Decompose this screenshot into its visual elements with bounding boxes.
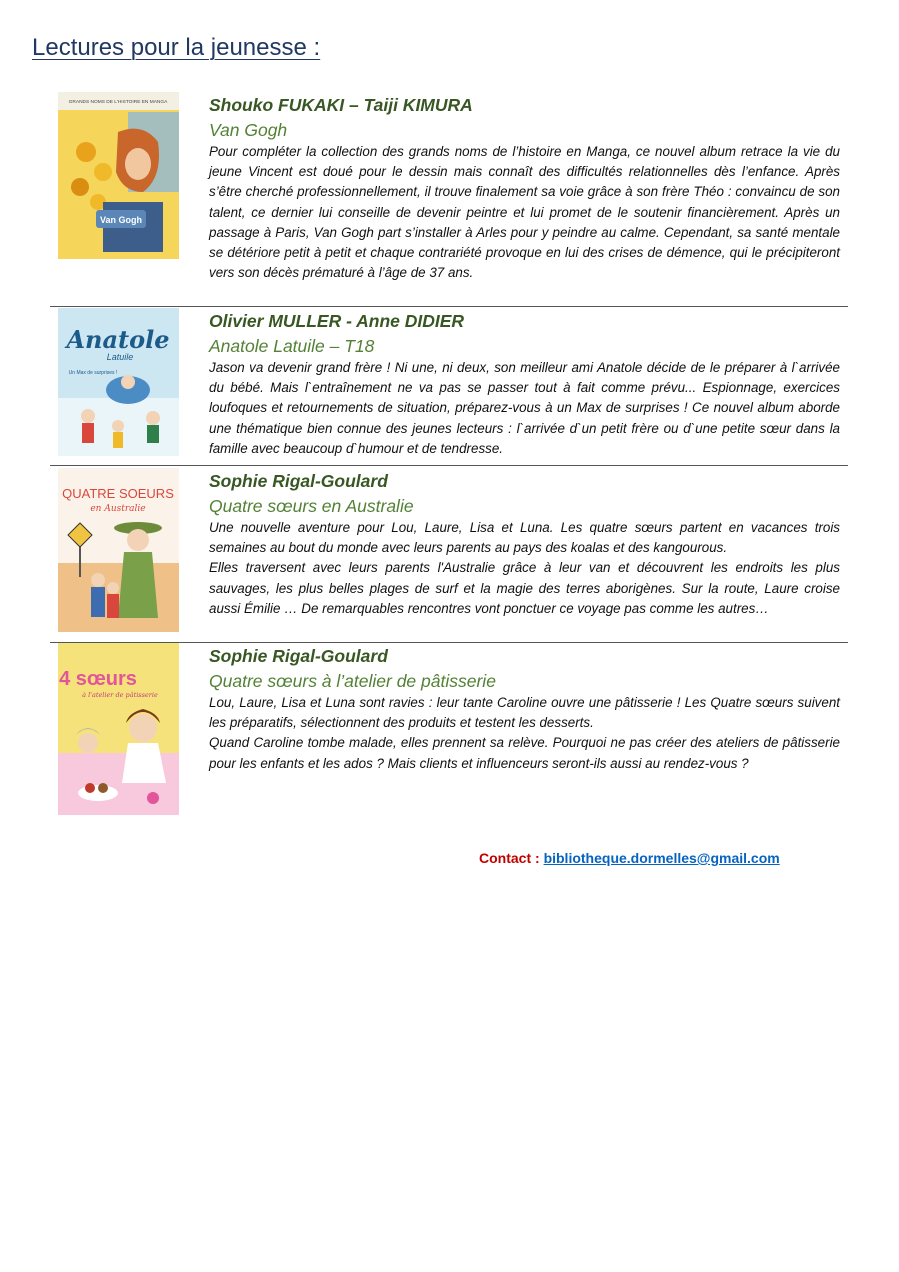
svg-text:en Australie: en Australie (90, 504, 146, 514)
description-paragraph: Jason va devenir grand frère ! Ni une, ni deux, son meilleur ami Anatole décide de le préparer à l`arrivée du bébé. Mais l`entraînement ne va pas se passer tout à fait comme prévu... Espionnage, exercices loufoques et retournements de situation, préparez-vous à un Max de surprises ! Ce nouvel album aborde une thématique bien connue des jeunes lecteurs : l`arrivée d`un petit frère ou d`une petite sœur dans la famille avec beaucoup d`humour et de tendresse. (209, 360, 840, 456)
svg-text:à l'atelier de pâtisserie: à l'atelier de pâtisserie (82, 691, 158, 699)
book-author: Sophie Rigal-Goulard (209, 646, 388, 666)
svg-text:Anatole: Anatole (66, 325, 170, 354)
book-description (209, 142, 840, 283)
contact-label: Contact : (479, 850, 540, 866)
description-paragraph: Une nouvelle aventure pour Lou, Laure, Lisa et Luna. Les quatre sœurs partent en vacances trois semaines au bout du monde avec leurs parents au pays des koalas et des kangourous. (209, 520, 840, 556)
book-cover-quatre-soeurs-patisserie (58, 643, 179, 815)
svg-text:Latuile: Latuile (106, 352, 134, 362)
description-paragraph: Quand Caroline tombe malade, elles prennent sa relève. Pourquoi ne pas créer des ateliers de pâtisserie pour les enfants et les ados ? Mais clients et influenceurs seront-ils aussi au rendez-vous ? (209, 735, 840, 771)
van-gogh-cover-illustration (58, 92, 179, 259)
book-info-quatre-soeurs-australie (209, 468, 840, 619)
book-cover-anatole (58, 308, 179, 456)
anatole-cover-illustration (58, 308, 179, 456)
book-title: Van Gogh (209, 120, 288, 140)
contact-email-link[interactable]: bibliotheque.dormelles@gmail.com (543, 850, 780, 866)
book-entry-van-gogh (50, 88, 848, 307)
svg-text:4 sœurs: 4 sœurs (59, 668, 137, 690)
book-title: Quatre sœurs à l’atelier de pâtisserie (209, 671, 496, 691)
book-entry-quatre-soeurs-patisserie (50, 643, 848, 823)
svg-text:GRANDS NOMS DE L'HISTOIRE EN M: GRANDS NOMS DE L'HISTOIRE EN MANGA (68, 100, 168, 105)
book-description (209, 518, 840, 619)
book-author: Sophie Rigal-Goulard (209, 471, 388, 491)
description-paragraph: Elles traversent avec leurs parents l'Australie grâce à leur van et découvrent les endroits les plus sauvages, les plus belles plages de surf et la magie des terres aborigènes. Sur la route, Laure croise aussi Émilie … De remarquables rencontres vont ponctuer ce voyage pas comme les autres… (209, 560, 840, 616)
book-title: Anatole Latuile – T18 (209, 336, 375, 356)
book-description (209, 693, 840, 774)
svg-text:Un Max de surprises !: Un Max de surprises ! (68, 370, 118, 376)
svg-text:QUATRE SOEURS: QUATRE SOEURS (62, 486, 174, 501)
book-description (209, 358, 840, 459)
book-info-van-gogh (209, 92, 840, 283)
contact-line (479, 850, 780, 866)
quatre-soeurs-australie-cover-illustration (58, 468, 179, 632)
book-entry-anatole (50, 307, 848, 466)
book-info-anatole (209, 308, 840, 459)
description-paragraph: Pour compléter la collection des grands noms de l’histoire en Manga, ce nouvel album retrace la vie du jeune Vincent est doué pour le dessin mais connaît des difficultés relationnelles dès l’enfance. Après s’être cherché professionnellement, il trouve finalement sa voie grâce à son frère Théo : convaincu de son talent, ce dernier lui conseille de devenir peintre et lui promet de le soutenir financièrement. Après un passage à Paris, Van Gogh part s’installer à Arles pour y peindre au calme. Cependant, sa santé mentale se détériore petit à petit et chaque contrariété provoque en lui des crises de démence, qui le précipiteront vers son décès prématuré à l’âge de 37 ans. (209, 144, 840, 281)
book-cover-van-gogh (58, 92, 179, 259)
description-paragraph: Lou, Laure, Lisa et Luna sont ravies : leur tante Caroline ouvre une pâtisserie ! Les Quatre sœurs suivent les préparatifs, sélectionnent des produits et testent les desserts. (209, 695, 840, 731)
quatre-soeurs-patisserie-cover-illustration (58, 643, 179, 815)
book-info-quatre-soeurs-patisserie (209, 643, 840, 774)
book-title: Quatre sœurs en Australie (209, 496, 414, 516)
book-author: Shouko FUKAKI – Taiji KIMURA (209, 95, 473, 115)
book-entry-quatre-soeurs-australie (50, 466, 848, 643)
svg-text:Van Gogh: Van Gogh (99, 215, 143, 225)
book-cover-quatre-soeurs-australie (58, 468, 179, 632)
book-author: Olivier MULLER - Anne DIDIER (209, 311, 465, 331)
page-title: Lectures pour la jeunesse : (32, 34, 321, 61)
